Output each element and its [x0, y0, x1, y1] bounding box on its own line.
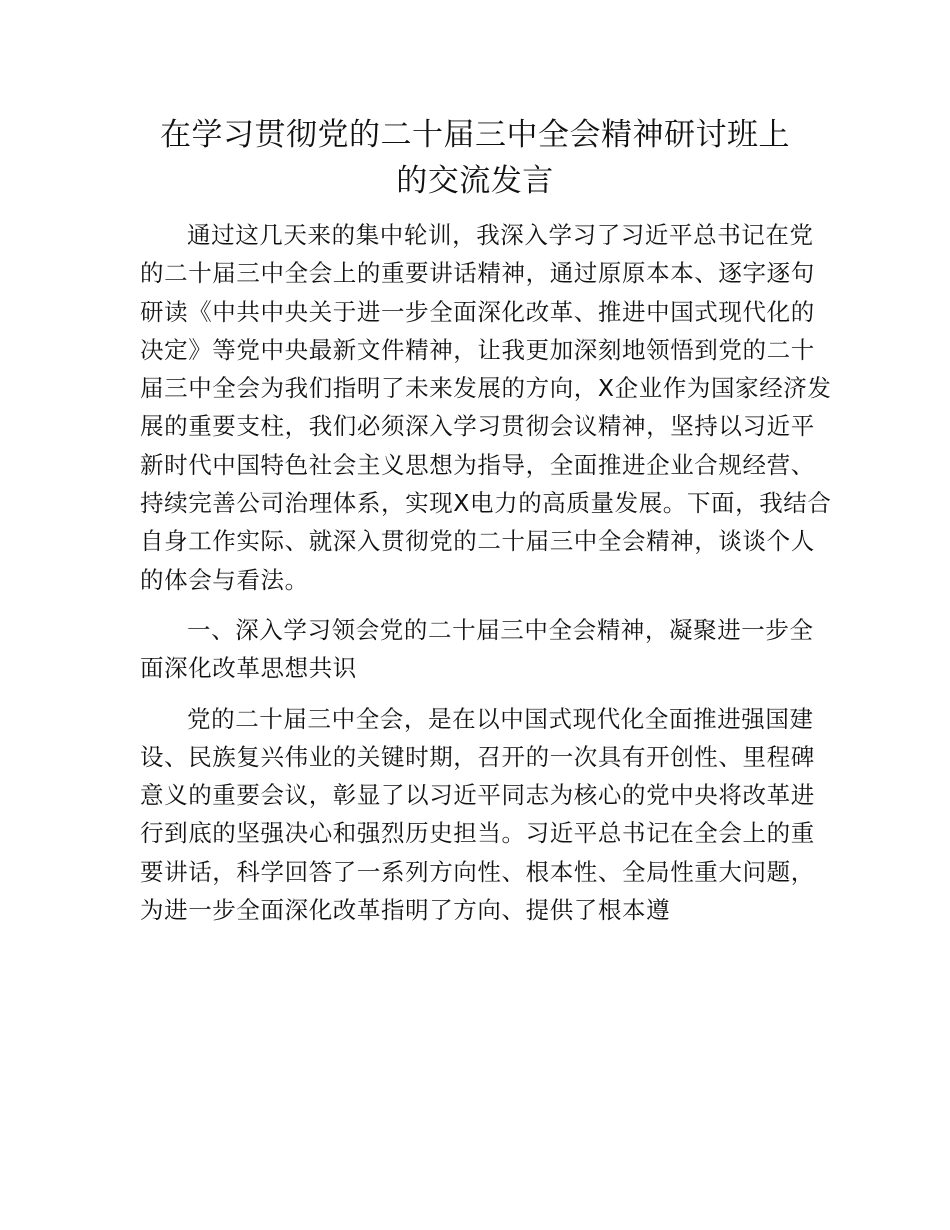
body-paragraph: 党的二十届三中全会，是在以中国式现代化全面推进强国建设、民族复兴伟业的关键时期，召开的一次具有开创性、里程碑意义的重要会议，彰显了以习近平同志为核心的党中央将改革进行到底的坚强决心和强烈历史担当。习近平总书记在全会上的重要讲话，科学回答了一系列方向性、根本性、全局性重大问题，为进一步全面深化改革指明了方向、提供了根本遵 — [140, 704, 815, 925]
document-title — [0, 112, 950, 204]
document-body — [140, 216, 835, 942]
intro-paragraph: 通过这几天来的集中轮训，我深入学习了习近平总书记在党的二十届三中全会上的重要讲话精神，通过原原本本、逐字逐句研读《中共中央关于进一步全面深化改革、推进中国式现代化的决定》等党中央最新文件精神，让我更加深刻地领悟到党的二十届三中全会为我们指明了未来发展的方向，X企业作为国家经济发展的重要支柱，我们必须深入学习贯彻会议精神，坚持以习近平新时代中国特色社会主义思想为指导，全面推进企业合规经营、持续完善公司治理体系，实现X电力的高质量发展。下面，我结合自身工作实际、就深入贯彻党的二十届三中全会精神，谈谈个人的体会与看法。 — [140, 221, 832, 594]
title-line-1: 在学习贯彻党的二十届三中全会精神研讨班上 — [160, 117, 790, 153]
title-line-2: 的交流发言 — [396, 163, 554, 199]
section-heading-1: 一、深入学习领会党的二十届三中全会精神，凝聚进一步全面深化改革思想共识 — [140, 615, 814, 683]
